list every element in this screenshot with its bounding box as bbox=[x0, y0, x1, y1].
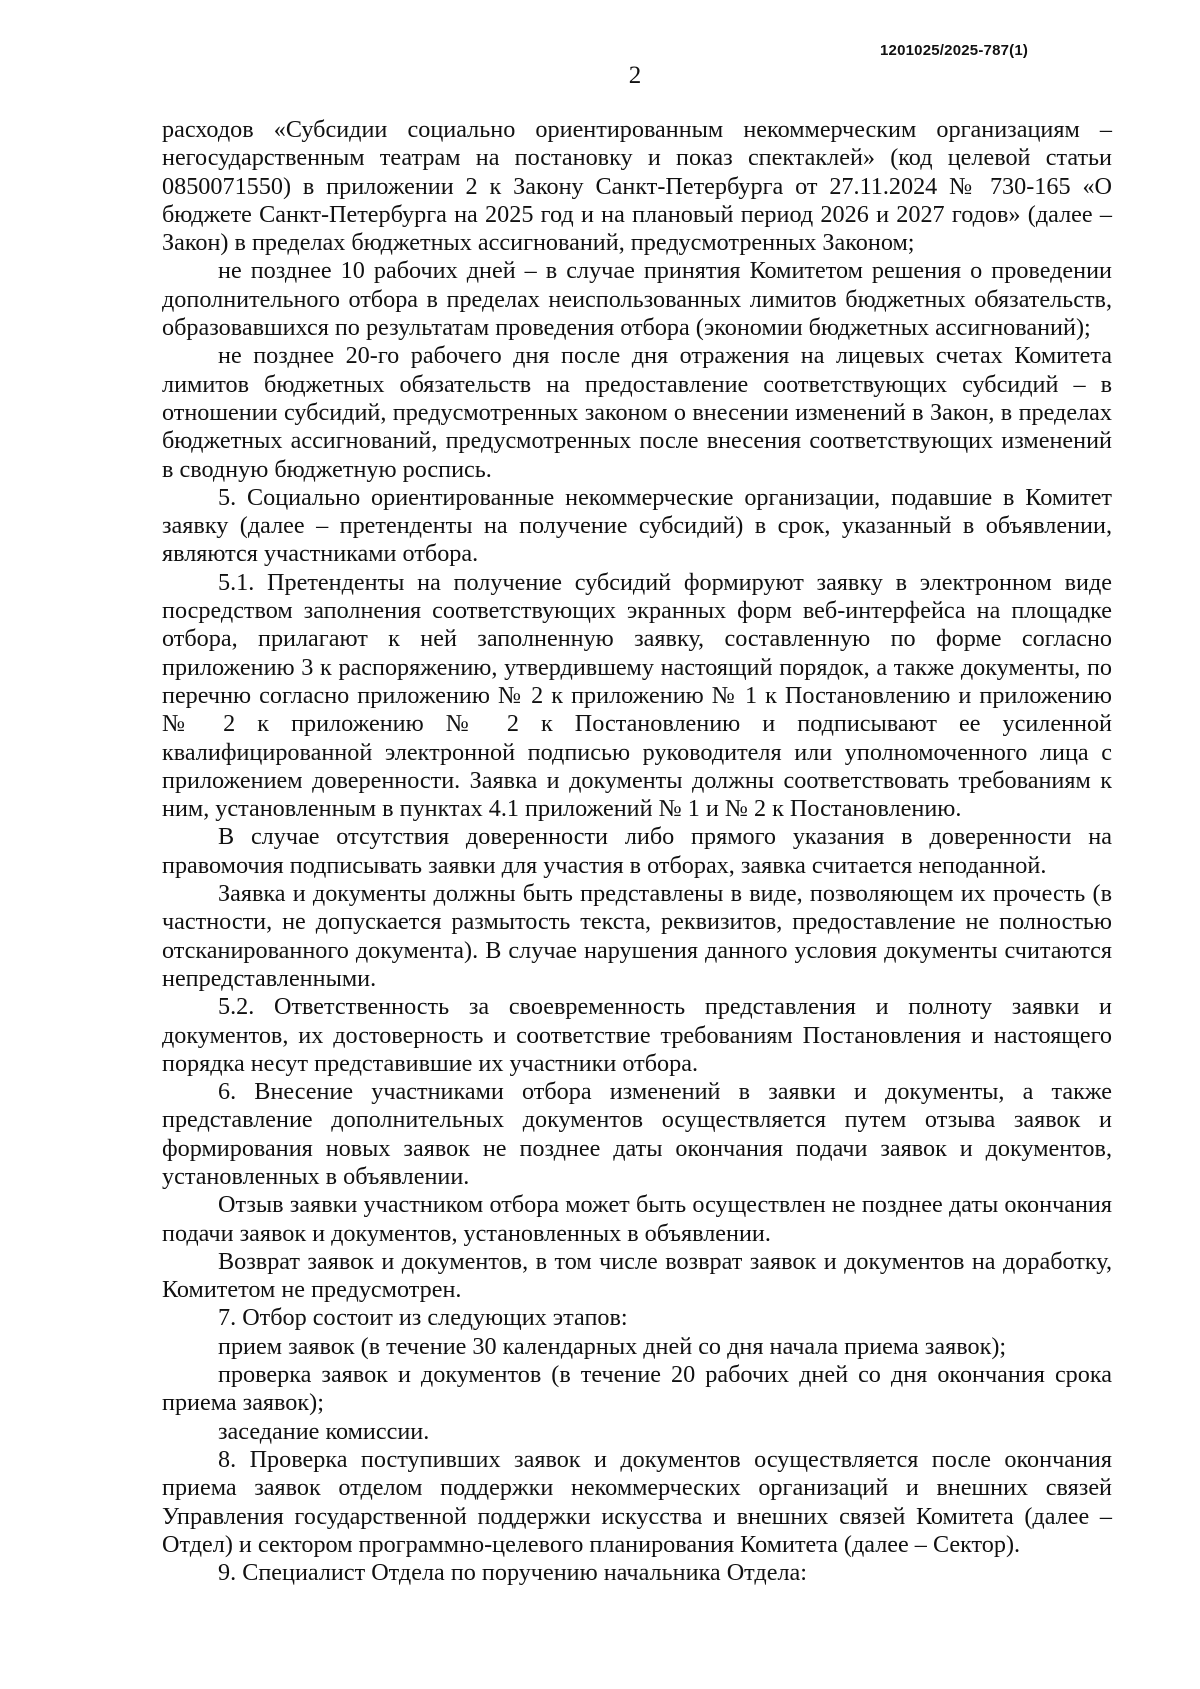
paragraph-5-participants: 5. Социально ориентированные некоммерческие организации, подавшие в Комитет заявку (далее – претенденты на получение субсидий) в срок, указанный в объявлении, являются участниками отбора. bbox=[162, 483, 1112, 568]
paragraph-power-of-attorney: В случае отсутствия доверенности либо прямого указания в доверенности на правомочия подписывать заявки для участия в отборах, заявка считается неподанной. bbox=[162, 823, 1112, 879]
paragraph-budget-limits-deadline: не позднее 20-го рабочего дня после дня отражения на лицевых счетах Комитета лимитов бюджетных обязательств на предоставление соответствующих субсидий – в отношении субсидий, предусмотренных законом о внесении изменений в Закон, в пределах бюджетных ассигнований, предусмотренных после внесения соответствующих изменений в сводную бюджетную роспись. bbox=[162, 342, 1112, 483]
paragraph-application-withdrawal: Отзыв заявки участником отбора может быть осуществлен не позднее даты окончания подачи заявок и документов, установленных в объявлении. bbox=[162, 1191, 1112, 1247]
paragraph-stage-verification: проверка заявок и документов (в течение 20 рабочих дней со дня окончания срока приема заявок); bbox=[162, 1361, 1112, 1417]
document-body bbox=[162, 116, 1112, 1587]
paragraph-document-readability: Заявка и документы должны быть представлены в виде, позволяющем их прочесть (в частности, не допускается размытость текста, реквизитов, предоставление не полностью отсканированного документа). В случае нарушения данного условия документы считаются непредставленными. bbox=[162, 880, 1112, 992]
paragraph-stage-commission: заседание комиссии. bbox=[218, 1417, 430, 1445]
paragraph-5-1-application: 5.1. Претенденты на получение субсидий формируют заявку в электронном виде посредством заполнения соответствующих экранных форм веб-интерфейса на площадке отбора, прилагают к ней заполненную заявку, составленную по форме согласно приложению 3 к распоряжению, утвердившему настоящий порядок, а также документы, по перечню согласно приложению № 2 к приложению № 1 к Постановлению и приложению № 2 к приложению № 2 к Постановлению и подписывают ее усиленной квалифицированной электронной подписью руководителя или уполномоченного лица с приложением доверенности. Заявка и документы должны соответствовать требованиям к ним, установленным в пунктах 4.1 приложений № 1 и № 2 к Постановлению. bbox=[162, 568, 1112, 823]
document-id: 1201025/2025-787(1) bbox=[880, 42, 1029, 59]
paragraph-8-verification: 8. Проверка поступивших заявок и документов осуществляется после окончания приема заявок отделом поддержки некоммерческих организаций и внешних связей Управления государственной поддержки искусства и внешних связей Комитета (далее – Отдел) и сектором программно-целевого планирования Комитета (далее – Сектор). bbox=[162, 1445, 1112, 1558]
paragraph-budget-expenses: расходов «Субсидии социально ориентированным некоммерческим организациям – негосударственным театрам на постановку и показ спектаклей» (код целевой статьи 0850071550) в приложении 2 к Закону Санкт-Петербурга от 27.11.2024 № 730-165 «О бюджете Санкт-Петербурга на 2025 год и на плановый период 2026 и 2027 годов» (далее – Закон) в пределах бюджетных ассигнований, предусмотренных Законом; bbox=[162, 116, 1112, 257]
paragraph-5-2-responsibility: 5.2. Ответственность за своевременность представления и полноту заявки и документов, их достоверность и соответствие требованиям Постановления и настоящего порядка несут представившие их участники отбора. bbox=[162, 993, 1112, 1077]
paragraph-6-changes: 6. Внесение участниками отбора изменений в заявки и документы, а также представление дополнительных документов осуществляется путем отзыва заявок и формирования новых заявок не позднее даты окончания подачи заявок и документов, установленных в объявлении. bbox=[162, 1078, 1112, 1190]
paragraph-9-specialist: 9. Специалист Отдела по поручению начальника Отдела: bbox=[218, 1559, 807, 1587]
paragraph-stage-reception: прием заявок (в течение 30 календарных дней со дня начала приема заявок); bbox=[218, 1332, 1007, 1360]
paragraph-return-not-provided: Возврат заявок и документов, в том числе возврат заявок и документов на доработку, Комитетом не предусмотрен. bbox=[162, 1247, 1112, 1304]
paragraph-7-stages: 7. Отбор состоит из следующих этапов: bbox=[218, 1304, 628, 1332]
paragraph-additional-selection-deadline: не позднее 10 рабочих дней – в случае принятия Комитетом решения о проведении дополнительного отбора в пределах неиспользованных лимитов бюджетных обязательств, образовавшихся по результатам проведения отбора (экономии бюджетных ассигнований); bbox=[162, 257, 1112, 342]
page-number: 2 bbox=[628, 62, 642, 89]
